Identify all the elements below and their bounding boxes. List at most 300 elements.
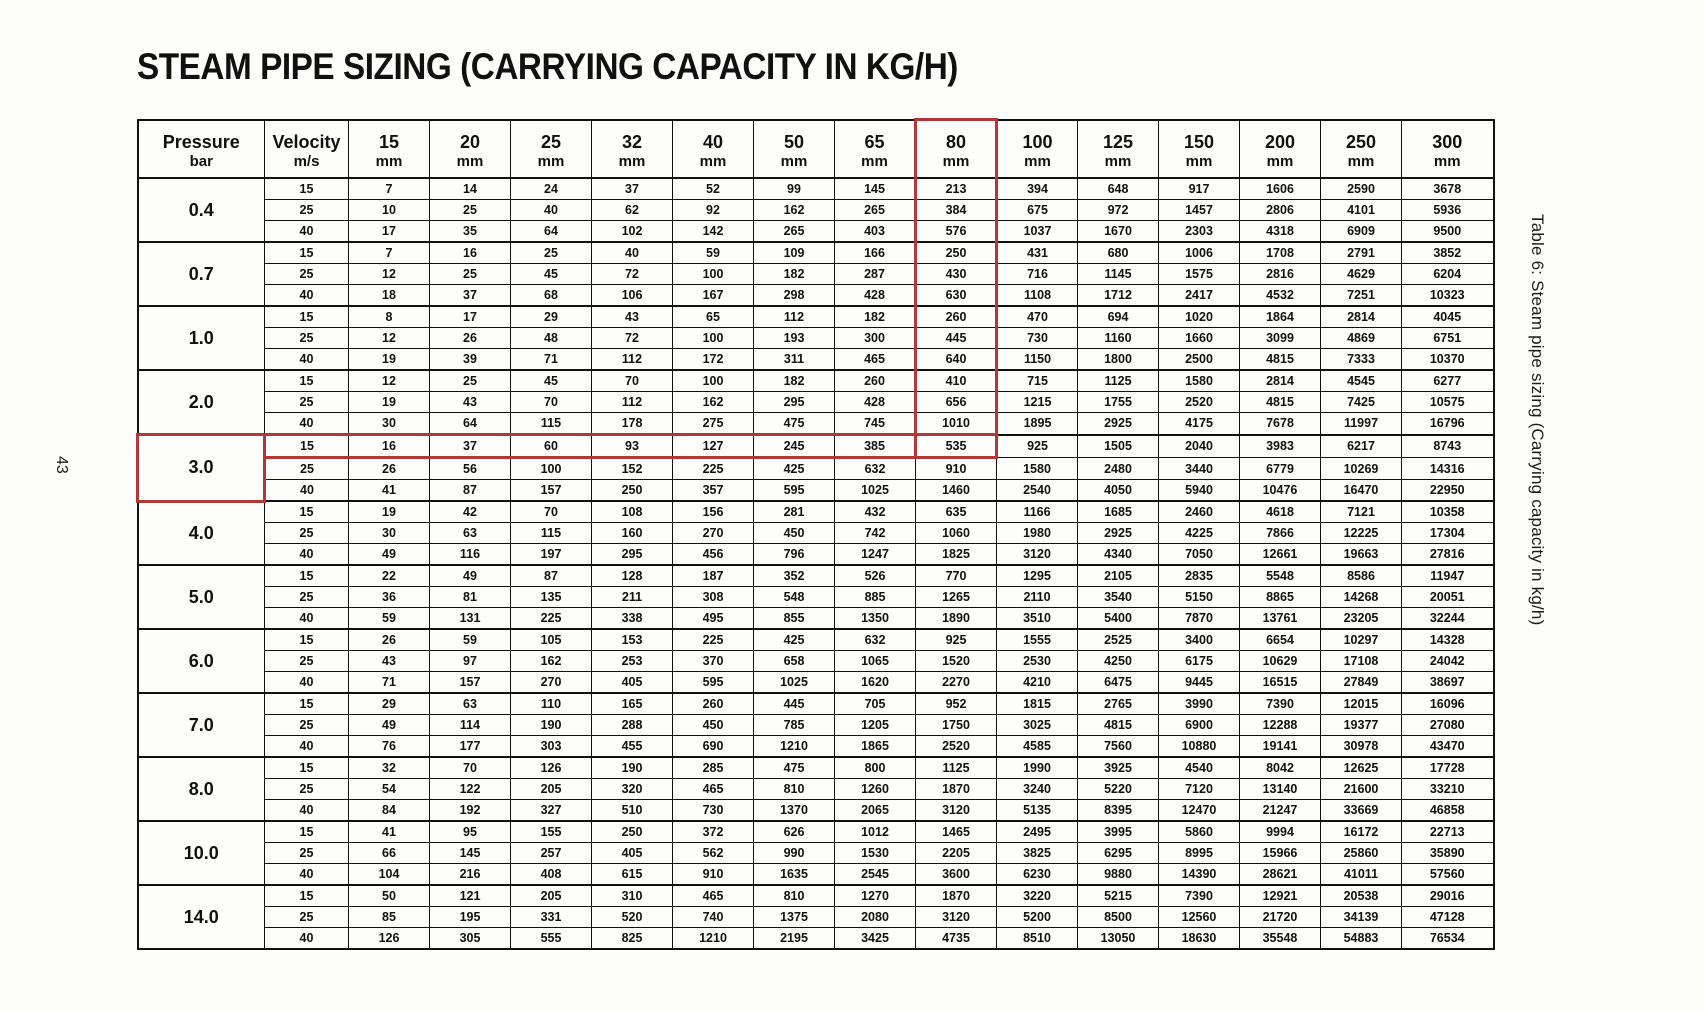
capacity-cell: 310 xyxy=(592,885,673,907)
capacity-cell: 32244 xyxy=(1402,608,1494,630)
capacity-cell: 40 xyxy=(511,200,592,221)
capacity-cell: 1166 xyxy=(997,501,1078,523)
table-row xyxy=(138,501,1494,523)
capacity-cell: 155 xyxy=(511,821,592,843)
capacity-cell: 142 xyxy=(673,221,754,243)
velocity-cell: 25 xyxy=(265,392,349,413)
capacity-cell: 4585 xyxy=(997,736,1078,758)
capacity-cell: 260 xyxy=(673,693,754,715)
velocity-cell: 25 xyxy=(265,328,349,349)
capacity-cell: 800 xyxy=(835,757,916,779)
table-row xyxy=(138,587,1494,608)
capacity-cell: 19377 xyxy=(1321,715,1402,736)
capacity-cell: 2814 xyxy=(1321,306,1402,328)
capacity-cell: 4225 xyxy=(1159,523,1240,544)
capacity-cell: 6277 xyxy=(1402,370,1494,392)
capacity-cell: 157 xyxy=(430,672,511,694)
capacity-cell: 43 xyxy=(349,651,430,672)
capacity-cell: 1685 xyxy=(1078,501,1159,523)
capacity-cell: 22 xyxy=(349,565,430,587)
capacity-cell: 648 xyxy=(1078,178,1159,200)
capacity-cell: 338 xyxy=(592,608,673,630)
capacity-cell: 2525 xyxy=(1078,629,1159,651)
capacity-cell: 10476 xyxy=(1240,480,1321,502)
capacity-cell: 12015 xyxy=(1321,693,1402,715)
table-row xyxy=(138,523,1494,544)
capacity-cell: 12661 xyxy=(1240,544,1321,566)
capacity-cell: 11997 xyxy=(1321,413,1402,435)
capacity-cell: 7560 xyxy=(1078,736,1159,758)
capacity-cell: 7050 xyxy=(1159,544,1240,566)
pressure-cell-5.0: 5.0 xyxy=(138,565,265,629)
capacity-cell: 12470 xyxy=(1159,800,1240,822)
table-row xyxy=(138,221,1494,243)
capacity-cell: 1010 xyxy=(916,413,997,435)
diameter-header-150mm: 150 mm xyxy=(1159,120,1240,179)
capacity-cell: 152 xyxy=(592,458,673,480)
page-title: STEAM PIPE SIZING (CARRYING CAPACITY IN KG/H) xyxy=(137,46,958,87)
capacity-cell: 8395 xyxy=(1078,800,1159,822)
capacity-cell: 576 xyxy=(916,221,997,243)
capacity-cell: 1215 xyxy=(997,392,1078,413)
table-row xyxy=(138,200,1494,221)
capacity-cell: 1555 xyxy=(997,629,1078,651)
capacity-cell: 10358 xyxy=(1402,501,1494,523)
diameter-header-32mm: 32 mm xyxy=(592,120,673,179)
capacity-cell: 14 xyxy=(430,178,511,200)
capacity-cell: 810 xyxy=(754,885,835,907)
capacity-cell: 910 xyxy=(673,864,754,886)
capacity-cell: 1460 xyxy=(916,480,997,502)
capacity-cell: 190 xyxy=(511,715,592,736)
capacity-cell: 1580 xyxy=(997,458,1078,480)
capacity-cell: 2816 xyxy=(1240,264,1321,285)
capacity-cell: 3990 xyxy=(1159,693,1240,715)
capacity-cell: 182 xyxy=(835,306,916,328)
table-row xyxy=(138,264,1494,285)
diameter-header-100mm: 100 mm xyxy=(997,120,1078,179)
capacity-cell: 1505 xyxy=(1078,435,1159,458)
capacity-cell: 32 xyxy=(349,757,430,779)
capacity-cell: 1160 xyxy=(1078,328,1159,349)
capacity-cell: 4318 xyxy=(1240,221,1321,243)
capacity-cell: 352 xyxy=(754,565,835,587)
table-row xyxy=(138,757,1494,779)
capacity-cell: 562 xyxy=(673,843,754,864)
capacity-cell: 30 xyxy=(349,413,430,435)
capacity-cell: 1750 xyxy=(916,715,997,736)
capacity-cell: 1635 xyxy=(754,864,835,886)
capacity-cell: 35 xyxy=(430,221,511,243)
capacity-cell: 39 xyxy=(430,349,511,371)
capacity-cell: 1708 xyxy=(1240,242,1321,264)
velocity-cell: 40 xyxy=(265,349,349,371)
velocity-cell: 40 xyxy=(265,221,349,243)
capacity-cell: 166 xyxy=(835,242,916,264)
capacity-cell: 972 xyxy=(1078,200,1159,221)
capacity-cell: 92 xyxy=(673,200,754,221)
capacity-cell: 9880 xyxy=(1078,864,1159,886)
capacity-cell: 4618 xyxy=(1240,501,1321,523)
capacity-cell: 257 xyxy=(511,843,592,864)
capacity-cell: 327 xyxy=(511,800,592,822)
capacity-cell: 9445 xyxy=(1159,672,1240,694)
capacity-cell: 63 xyxy=(430,523,511,544)
capacity-cell: 1150 xyxy=(997,349,1078,371)
capacity-cell: 187 xyxy=(673,565,754,587)
capacity-cell: 635 xyxy=(916,501,997,523)
capacity-cell: 21247 xyxy=(1240,800,1321,822)
capacity-cell: 4210 xyxy=(997,672,1078,694)
velocity-cell: 25 xyxy=(265,200,349,221)
capacity-cell: 425 xyxy=(754,629,835,651)
capacity-cell: 770 xyxy=(916,565,997,587)
capacity-cell: 35890 xyxy=(1402,843,1494,864)
capacity-cell: 1247 xyxy=(835,544,916,566)
capacity-cell: 6779 xyxy=(1240,458,1321,480)
capacity-cell: 3995 xyxy=(1078,821,1159,843)
capacity-cell: 796 xyxy=(754,544,835,566)
capacity-cell: 265 xyxy=(835,200,916,221)
capacity-cell: 153 xyxy=(592,629,673,651)
capacity-cell: 1660 xyxy=(1159,328,1240,349)
capacity-cell: 14328 xyxy=(1402,629,1494,651)
capacity-cell: 29 xyxy=(511,306,592,328)
capacity-cell: 250 xyxy=(592,480,673,502)
capacity-cell: 1260 xyxy=(835,779,916,800)
capacity-cell: 742 xyxy=(835,523,916,544)
velocity-cell: 25 xyxy=(265,264,349,285)
capacity-cell: 40 xyxy=(592,242,673,264)
table-row xyxy=(138,370,1494,392)
velocity-cell: 15 xyxy=(265,629,349,651)
table-row xyxy=(138,328,1494,349)
capacity-cell: 57560 xyxy=(1402,864,1494,886)
capacity-cell: 68 xyxy=(511,285,592,307)
velocity-cell: 25 xyxy=(265,587,349,608)
table-row xyxy=(138,693,1494,715)
capacity-cell: 3425 xyxy=(835,928,916,950)
table-row xyxy=(138,480,1494,502)
capacity-cell: 3678 xyxy=(1402,178,1494,200)
capacity-cell: 1980 xyxy=(997,523,1078,544)
capacity-cell: 21720 xyxy=(1240,907,1321,928)
capacity-cell: 122 xyxy=(430,779,511,800)
capacity-cell: 3220 xyxy=(997,885,1078,907)
capacity-cell: 30 xyxy=(349,523,430,544)
capacity-cell: 1865 xyxy=(835,736,916,758)
capacity-cell: 11947 xyxy=(1402,565,1494,587)
capacity-cell: 6230 xyxy=(997,864,1078,886)
velocity-cell: 25 xyxy=(265,523,349,544)
capacity-cell: 35548 xyxy=(1240,928,1321,950)
pressure-cell-3.0: 3.0 xyxy=(138,435,265,502)
pressure-cell-4.0: 4.0 xyxy=(138,501,265,565)
capacity-cell: 910 xyxy=(916,458,997,480)
capacity-cell: 5548 xyxy=(1240,565,1321,587)
capacity-cell: 26 xyxy=(349,629,430,651)
capacity-cell: 45 xyxy=(511,264,592,285)
capacity-cell: 17728 xyxy=(1402,757,1494,779)
capacity-cell: 19663 xyxy=(1321,544,1402,566)
capacity-cell: 4815 xyxy=(1240,349,1321,371)
capacity-cell: 2417 xyxy=(1159,285,1240,307)
capacity-cell: 4869 xyxy=(1321,328,1402,349)
capacity-cell: 13140 xyxy=(1240,779,1321,800)
capacity-cell: 7870 xyxy=(1159,608,1240,630)
capacity-cell: 25 xyxy=(430,200,511,221)
capacity-cell: 3983 xyxy=(1240,435,1321,458)
diameter-header-300mm: 300 mm xyxy=(1402,120,1494,179)
capacity-cell: 3925 xyxy=(1078,757,1159,779)
capacity-cell: 2806 xyxy=(1240,200,1321,221)
capacity-cell: 2105 xyxy=(1078,565,1159,587)
capacity-cell: 76534 xyxy=(1402,928,1494,950)
capacity-cell: 270 xyxy=(673,523,754,544)
capacity-cell: 1060 xyxy=(916,523,997,544)
pressure-cell-0.7: 0.7 xyxy=(138,242,265,306)
capacity-cell: 3025 xyxy=(997,715,1078,736)
capacity-cell: 270 xyxy=(511,672,592,694)
capacity-cell: 320 xyxy=(592,779,673,800)
pressure-cell-0.4: 0.4 xyxy=(138,178,265,242)
capacity-cell: 10575 xyxy=(1402,392,1494,413)
capacity-cell: 100 xyxy=(673,328,754,349)
capacity-cell: 41011 xyxy=(1321,864,1402,886)
capacity-cell: 298 xyxy=(754,285,835,307)
capacity-cell: 885 xyxy=(835,587,916,608)
capacity-cell: 225 xyxy=(673,629,754,651)
capacity-cell: 595 xyxy=(673,672,754,694)
capacity-cell: 1125 xyxy=(1078,370,1159,392)
capacity-cell: 2460 xyxy=(1159,501,1240,523)
capacity-cell: 12225 xyxy=(1321,523,1402,544)
capacity-cell: 4540 xyxy=(1159,757,1240,779)
capacity-cell: 145 xyxy=(430,843,511,864)
capacity-cell: 3852 xyxy=(1402,242,1494,264)
table-row xyxy=(138,651,1494,672)
capacity-cell: 1895 xyxy=(997,413,1078,435)
table-row xyxy=(138,715,1494,736)
capacity-cell: 27849 xyxy=(1321,672,1402,694)
capacity-cell: 2590 xyxy=(1321,178,1402,200)
capacity-cell: 990 xyxy=(754,843,835,864)
capacity-cell: 42 xyxy=(430,501,511,523)
capacity-cell: 1006 xyxy=(1159,242,1240,264)
capacity-cell: 65 xyxy=(673,306,754,328)
capacity-cell: 162 xyxy=(754,200,835,221)
capacity-cell: 49 xyxy=(430,565,511,587)
capacity-cell: 2040 xyxy=(1159,435,1240,458)
capacity-cell: 7866 xyxy=(1240,523,1321,544)
capacity-cell: 740 xyxy=(673,907,754,928)
capacity-cell: 465 xyxy=(673,885,754,907)
capacity-cell: 16796 xyxy=(1402,413,1494,435)
velocity-cell: 40 xyxy=(265,736,349,758)
capacity-cell: 205 xyxy=(511,885,592,907)
table-row xyxy=(138,608,1494,630)
capacity-cell: 59 xyxy=(430,629,511,651)
capacity-cell: 615 xyxy=(592,864,673,886)
capacity-cell: 785 xyxy=(754,715,835,736)
capacity-cell: 21600 xyxy=(1321,779,1402,800)
capacity-cell: 555 xyxy=(511,928,592,950)
capacity-cell: 6909 xyxy=(1321,221,1402,243)
capacity-cell: 357 xyxy=(673,480,754,502)
capacity-cell: 428 xyxy=(835,285,916,307)
capacity-cell: 658 xyxy=(754,651,835,672)
table-row xyxy=(138,565,1494,587)
capacity-cell: 29 xyxy=(349,693,430,715)
capacity-cell: 510 xyxy=(592,800,673,822)
capacity-cell: 2110 xyxy=(997,587,1078,608)
table-row xyxy=(138,672,1494,694)
capacity-cell: 127 xyxy=(673,435,754,458)
capacity-cell: 72 xyxy=(592,264,673,285)
pressure-cell-7.0: 7.0 xyxy=(138,693,265,757)
capacity-cell: 855 xyxy=(754,608,835,630)
capacity-cell: 535 xyxy=(916,435,997,458)
capacity-cell: 41 xyxy=(349,480,430,502)
capacity-cell: 12 xyxy=(349,264,430,285)
capacity-cell: 43 xyxy=(592,306,673,328)
capacity-cell: 810 xyxy=(754,779,835,800)
velocity-column-header: Velocity m/s xyxy=(265,120,349,179)
capacity-cell: 705 xyxy=(835,693,916,715)
capacity-cell: 24042 xyxy=(1402,651,1494,672)
capacity-cell: 15966 xyxy=(1240,843,1321,864)
capacity-cell: 12 xyxy=(349,370,430,392)
velocity-cell: 40 xyxy=(265,413,349,435)
capacity-cell: 8 xyxy=(349,306,430,328)
capacity-cell: 520 xyxy=(592,907,673,928)
table-row xyxy=(138,458,1494,480)
capacity-cell: 160 xyxy=(592,523,673,544)
capacity-cell: 37 xyxy=(430,285,511,307)
capacity-cell: 48 xyxy=(511,328,592,349)
capacity-cell: 300 xyxy=(835,328,916,349)
pressure-cell-8.0: 8.0 xyxy=(138,757,265,821)
capacity-cell: 87 xyxy=(511,565,592,587)
table-row xyxy=(138,242,1494,264)
capacity-cell: 5200 xyxy=(997,907,1078,928)
table-row xyxy=(138,349,1494,371)
capacity-cell: 405 xyxy=(592,672,673,694)
capacity-cell: 19 xyxy=(349,392,430,413)
capacity-cell: 19141 xyxy=(1240,736,1321,758)
capacity-cell: 1210 xyxy=(673,928,754,950)
capacity-cell: 178 xyxy=(592,413,673,435)
capacity-cell: 64 xyxy=(511,221,592,243)
table-row xyxy=(138,413,1494,435)
capacity-cell: 59 xyxy=(673,242,754,264)
capacity-cell: 23205 xyxy=(1321,608,1402,630)
diameter-header-20mm: 20 mm xyxy=(430,120,511,179)
capacity-cell: 1108 xyxy=(997,285,1078,307)
capacity-cell: 37 xyxy=(430,435,511,458)
capacity-cell: 450 xyxy=(754,523,835,544)
capacity-cell: 126 xyxy=(511,757,592,779)
capacity-cell: 4545 xyxy=(1321,370,1402,392)
capacity-cell: 63 xyxy=(430,693,511,715)
capacity-cell: 475 xyxy=(754,757,835,779)
capacity-cell: 10297 xyxy=(1321,629,1402,651)
capacity-cell: 408 xyxy=(511,864,592,886)
capacity-cell: 115 xyxy=(511,413,592,435)
diameter-header-15mm: 15 mm xyxy=(349,120,430,179)
capacity-cell: 275 xyxy=(673,413,754,435)
capacity-cell: 6217 xyxy=(1321,435,1402,458)
capacity-cell: 162 xyxy=(673,392,754,413)
capacity-cell: 49 xyxy=(349,544,430,566)
capacity-cell: 3540 xyxy=(1078,587,1159,608)
capacity-cell: 27816 xyxy=(1402,544,1494,566)
capacity-cell: 7 xyxy=(349,242,430,264)
page-number: 43 xyxy=(53,456,70,474)
capacity-cell: 36 xyxy=(349,587,430,608)
capacity-cell: 19 xyxy=(349,501,430,523)
capacity-cell: 100 xyxy=(673,370,754,392)
table-row xyxy=(138,178,1494,200)
velocity-cell: 15 xyxy=(265,370,349,392)
velocity-cell: 40 xyxy=(265,864,349,886)
capacity-cell: 2480 xyxy=(1078,458,1159,480)
capacity-cell: 43470 xyxy=(1402,736,1494,758)
capacity-cell: 110 xyxy=(511,693,592,715)
capacity-cell: 225 xyxy=(673,458,754,480)
capacity-cell: 6751 xyxy=(1402,328,1494,349)
capacity-cell: 216 xyxy=(430,864,511,886)
capacity-cell: 62 xyxy=(592,200,673,221)
capacity-cell: 1350 xyxy=(835,608,916,630)
capacity-cell: 1012 xyxy=(835,821,916,843)
capacity-cell: 2270 xyxy=(916,672,997,694)
capacity-cell: 12560 xyxy=(1159,907,1240,928)
capacity-cell: 95 xyxy=(430,821,511,843)
diameter-header-40mm: 40 mm xyxy=(673,120,754,179)
capacity-cell: 27080 xyxy=(1402,715,1494,736)
capacity-cell: 116 xyxy=(430,544,511,566)
capacity-cell: 3510 xyxy=(997,608,1078,630)
capacity-cell: 49 xyxy=(349,715,430,736)
table-row xyxy=(138,928,1494,950)
capacity-cell: 70 xyxy=(511,392,592,413)
capacity-cell: 25 xyxy=(430,264,511,285)
capacity-cell: 2195 xyxy=(754,928,835,950)
capacity-cell: 6204 xyxy=(1402,264,1494,285)
capacity-cell: 690 xyxy=(673,736,754,758)
capacity-cell: 182 xyxy=(754,370,835,392)
capacity-cell: 10880 xyxy=(1159,736,1240,758)
capacity-cell: 288 xyxy=(592,715,673,736)
capacity-cell: 5150 xyxy=(1159,587,1240,608)
table-row xyxy=(138,435,1494,458)
capacity-cell: 18 xyxy=(349,285,430,307)
capacity-cell: 260 xyxy=(916,306,997,328)
capacity-cell: 16470 xyxy=(1321,480,1402,502)
capacity-cell: 128 xyxy=(592,565,673,587)
capacity-cell: 303 xyxy=(511,736,592,758)
capacity-cell: 182 xyxy=(754,264,835,285)
capacity-cell: 1025 xyxy=(754,672,835,694)
capacity-cell: 2205 xyxy=(916,843,997,864)
capacity-cell: 595 xyxy=(754,480,835,502)
capacity-cell: 384 xyxy=(916,200,997,221)
table-row xyxy=(138,736,1494,758)
capacity-cell: 9500 xyxy=(1402,221,1494,243)
capacity-cell: 1037 xyxy=(997,221,1078,243)
diameter-header-125mm: 125 mm xyxy=(1078,120,1159,179)
